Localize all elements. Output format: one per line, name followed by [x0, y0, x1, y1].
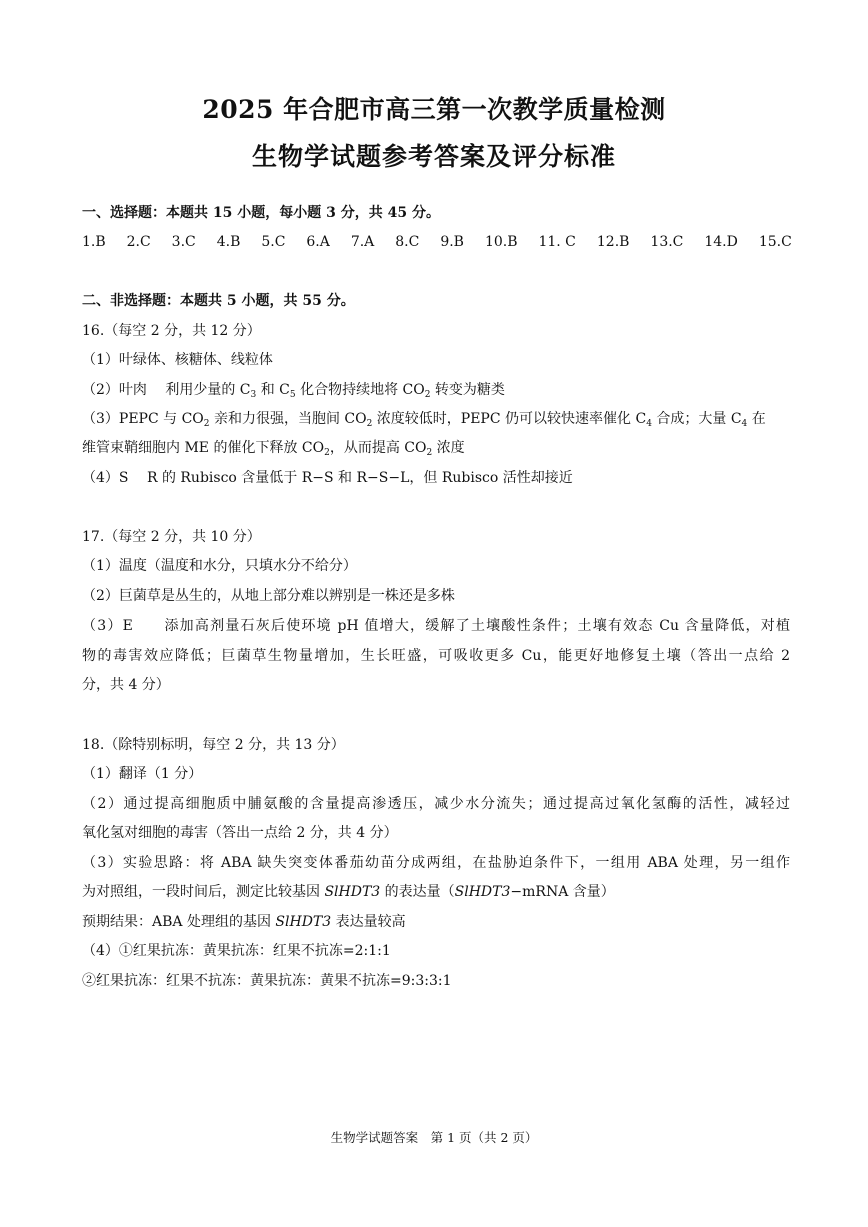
- q18-answer-2-line1: （2）通过提高细胞质中脯氨酸的含量提高渗透压，减少水分流失；通过提高过氧化氢酶的活性，减轻过: [82, 796, 790, 812]
- q16-answer-2: （2）叶肉 利用少量的 $C_3$ 和 $C_5$ 化合物持续地将 $CO_2$ 转变为糖类: [82, 382, 505, 400]
- page-title: 2025 年合肥市高三第一次教学质量检测: [202, 95, 666, 124]
- choice-answer: 3.C: [171, 234, 196, 250]
- q16-answer-3-line2: 维管束鞘细胞内 ME 的催化下释放 $CO_2$，从而提高 $CO_2$ 浓度: [82, 440, 465, 458]
- q18-answer-2-line2: 氧化氢对细胞的毒害（答出一点给 2 分，共 4 分）: [82, 825, 398, 841]
- choice-answer: 15.C: [758, 234, 792, 250]
- choice-answer: 14.D: [704, 234, 738, 250]
- q17-answer-3-line1: （3）E 添加高剂量石灰后使环境 pH 值增大，缓解了土壤酸性条件；土壤有效态 Cu 含量降低，对植: [82, 618, 790, 634]
- choice-answer: 10.B: [484, 234, 518, 250]
- q17-answer-3-line2: 物的毒害效应降低；巨菌草生物量增加，生长旺盛，可吸收更多 Cu，能更好地修复土壤（答出一点给 2: [82, 648, 790, 664]
- q16-answer-1: （1）叶绿体、核糖体、线粒体: [82, 352, 273, 368]
- choice-answer: 11. C: [538, 234, 576, 250]
- choice-answer: 5.C: [261, 234, 286, 250]
- q18-expected-result: 预期结果：ABA 处理组的基因 SlHDT3 表达量较高: [82, 914, 406, 930]
- q18-heading: 18.（除特别标明，每空 2 分，共 13 分）: [82, 737, 345, 753]
- choice-answer: 8.C: [395, 234, 420, 250]
- q18-answer-3-line2: 为对照组，一段时间后，测定比较基因 SlHDT3 的表达量（SlHDT3−mRNA 含量）: [82, 884, 615, 900]
- q16-answer-4: （4）S R 的 Rubisco 含量低于 R−S 和 R−S−L，但 Rubisco 活性却接近: [82, 470, 573, 486]
- choice-answer: 13.C: [650, 234, 684, 250]
- q18-answer-3-line1: （3）实验思路：将 ABA 缺失突变体番茄幼苗分成两组，在盐胁迫条件下，一组用 ABA 处理，另一组作: [82, 855, 790, 871]
- section1-heading: 一、选择题：本题共 15 小题，每小题 3 分，共 45 分。: [82, 205, 440, 221]
- q16-heading: 16.（每空 2 分，共 12 分）: [82, 323, 261, 339]
- q17-answer-2: （2）巨菌草是丛生的，从地上部分难以辨别是一株还是多株: [82, 588, 455, 604]
- page-footer: 生物学试题答案 第 1 页（共 2 页）: [330, 1130, 538, 1145]
- q16-answer-3-line1: （3）PEPC 与 $CO_2$ 亲和力很强，当胞间 $CO_2$ 浓度较低时，PEPC 仍可以较快速率催化 $C_4$ 合成；大量 $C_4$ 在: [82, 411, 766, 429]
- section2-heading: 二、非选择题：本题共 5 小题，共 55 分。: [82, 293, 355, 309]
- choice-answer: 2.C: [126, 234, 151, 250]
- q17-answer-1: （1）温度（温度和水分，只填水分不给分）: [82, 558, 357, 574]
- q17-heading: 17.（每空 2 分，共 10 分）: [82, 529, 261, 545]
- q17-answer-3-line3: 分，共 4 分）: [82, 677, 170, 693]
- q18-answer-4-part2: ②红果抗冻：红果不抗冻：黄果抗冻：黄果不抗冻=9:3:3:1: [82, 973, 452, 989]
- q18-answer-4-part1: （4）①红果抗冻：黄果抗冻：红果不抗冻=2:1:1: [82, 943, 391, 959]
- choice-answer: 1.B: [82, 234, 106, 250]
- page-subtitle: 生物学试题参考答案及评分标准: [251, 142, 616, 171]
- choice-answers-row: [82, 232, 792, 252]
- choice-answer: 12.B: [596, 234, 630, 250]
- choice-answer: 4.B: [216, 234, 241, 250]
- choice-answer: 7.A: [350, 234, 375, 250]
- choice-answer: 9.B: [440, 234, 464, 250]
- choice-answer: 6.A: [306, 234, 330, 250]
- q18-answer-1: （1）翻译（1 分）: [82, 766, 203, 782]
